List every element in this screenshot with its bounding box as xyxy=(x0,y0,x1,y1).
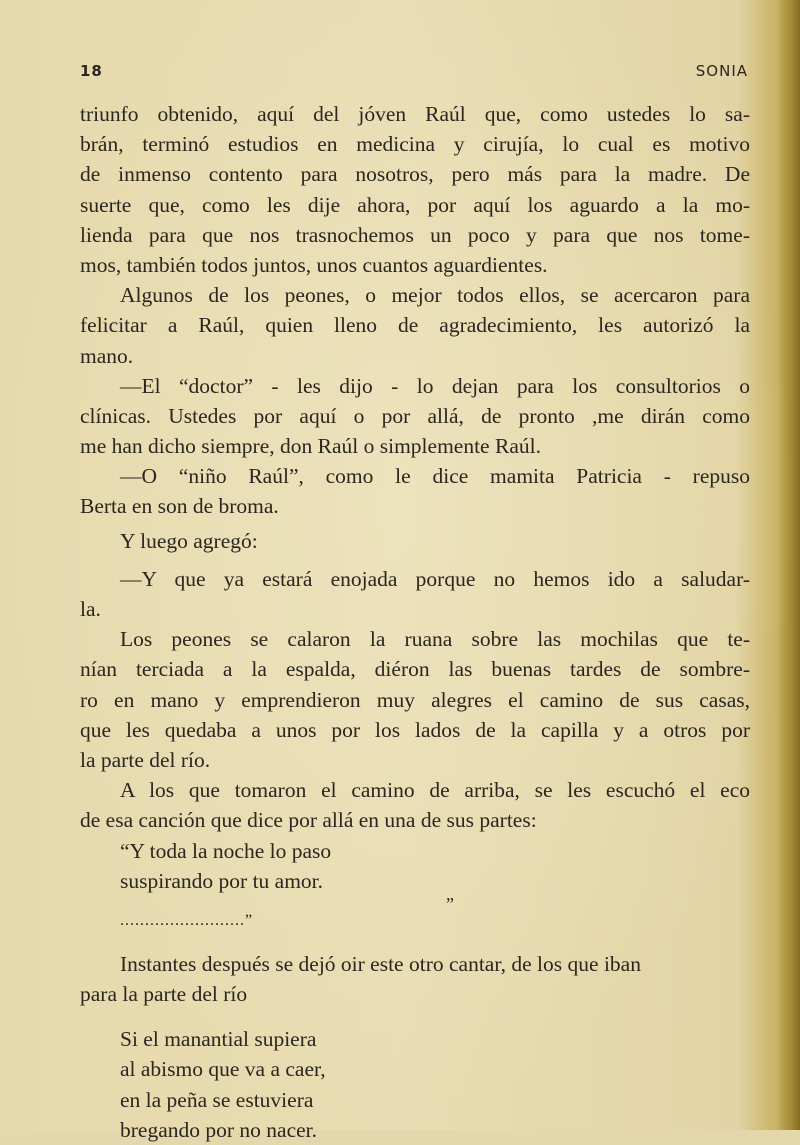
text-line: clínicas. Ustedes por aquí o por allá, de pronto ,me dirán como xyxy=(80,403,750,428)
line-gap xyxy=(80,1009,750,1024)
text-line: de inmenso contento para nosotros, pero más para la madre. De xyxy=(80,162,750,187)
closing-quote: ” xyxy=(446,893,454,914)
page-edge-shadow xyxy=(778,0,800,1130)
line-gap xyxy=(80,556,750,564)
ellipsis-line: .........................” xyxy=(120,911,254,929)
text-line: que les quedaba a unos por los lados de la capilla y a otros por xyxy=(80,717,750,742)
verse-line: bregando por no nacer. xyxy=(120,1117,318,1142)
text-line: de esa canción que dice por allá en una de sus partes: xyxy=(80,808,537,833)
text-line: Berta en son de broma. xyxy=(80,494,279,519)
running-title: SONIA xyxy=(695,62,748,80)
text-line: la parte del río. xyxy=(80,747,211,772)
page-number: 18 xyxy=(80,62,103,80)
text-line: brán, terminó estudios en medicina y cirujía, lo cual es motivo xyxy=(80,132,750,157)
text-line: mano. xyxy=(80,343,134,368)
text-line: lienda para que nos trasnochemos un poco y para que nos tome- xyxy=(80,222,750,247)
text-line: —O “niño Raúl”, como le dice mamita Patricia - repuso xyxy=(120,464,750,489)
verse-line: en la peña se estuviera xyxy=(120,1087,314,1112)
text-line: mos, también todos juntos, unos cuantos aguardientes. xyxy=(80,252,548,277)
text-line: A los que tomaron el camino de arriba, se les escuchó el eco xyxy=(120,778,750,803)
text-line: triunfo obtenido, aquí del jóven Raúl que, como ustedes lo sa- xyxy=(80,102,750,126)
text-line: felicitar a Raúl, quien lleno de agradecimiento, les autorizó la xyxy=(80,313,750,338)
text-line: nían terciada a la espalda, diéron las buenas tardes de sombre- xyxy=(80,657,750,682)
text-line: me han dicho siempre, don Raúl o simplemente Raúl. xyxy=(80,434,541,459)
text-line: la. xyxy=(80,597,101,621)
line-gap xyxy=(80,934,750,949)
verse-line: “Y toda la noche lo paso xyxy=(120,838,332,863)
text-line: —El “doctor” - les dijo - lo dejan para los consultorios o xyxy=(120,373,750,398)
page-header xyxy=(80,62,748,86)
verse-line: suspirando por tu amor. xyxy=(120,868,324,893)
text-line: —Y que ya estará enojada porque no hemos ido a saludar- xyxy=(120,566,750,591)
text-line: Los peones se calaron la ruana sobre las mochilas que te- xyxy=(120,627,750,652)
body-text xyxy=(80,99,750,1145)
text-line: Y luego agregó: xyxy=(120,528,258,553)
verse-line: Si el manantial supiera xyxy=(120,1027,317,1052)
text-line: Algunos de los peones, o mejor todos ellos, se acercaron para xyxy=(120,283,750,308)
text-line: suerte que, como les dije ahora, por aquí los aguardo a la mo- xyxy=(80,192,750,217)
text-line: para la parte del río xyxy=(80,982,248,1007)
text-line: Instantes después se dejó oir este otro cantar, de los que iban xyxy=(120,951,641,976)
verse-line: al abismo que va a caer, xyxy=(120,1057,326,1082)
text-line: ro en mano y emprendieron muy alegres el camino de sus casas, xyxy=(80,687,750,712)
